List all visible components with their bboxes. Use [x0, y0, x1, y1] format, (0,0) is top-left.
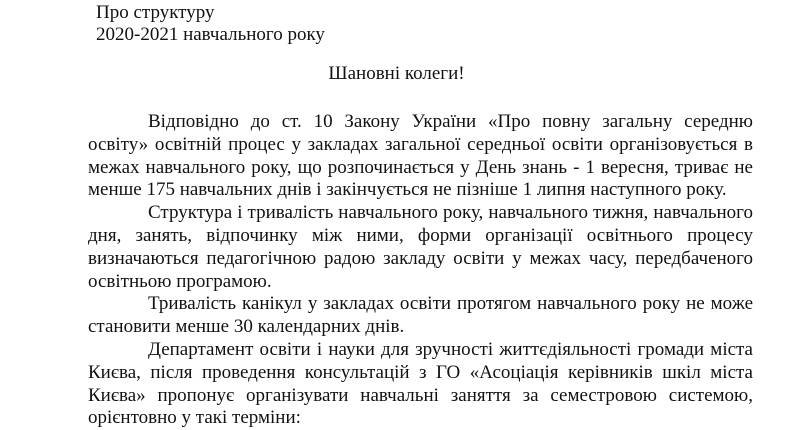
- document-subject: [96, 2, 325, 46]
- paragraph-text: Департамент освіти і науки для зручності життєдіяльності громади міста Києва, після проведення консультацій з ГО «Асоціація керівників шкіл міста Києва» пропонує організувати навчальні заняття за семестровою системою, орієнтовно у такі терміни:: [88, 338, 753, 429]
- paragraph-structure: [88, 202, 753, 293]
- paragraph-holidays: [88, 293, 753, 339]
- paragraph-law-reference: [88, 111, 753, 202]
- subject-line-2: 2020-2021 навчального року: [96, 24, 325, 45]
- document-body: [88, 111, 753, 430]
- paragraph-text: Тривалість канікул у закладах освіти протягом навчального року не може становити менше 30 календарних днів.: [88, 293, 753, 338]
- subject-line-1: Про структуру: [96, 2, 215, 23]
- paragraph-text: Структура і тривалість навчального року, навчального тижня, навчального дня, занять, відпочинку між ними, форми організації освітнього процесу визначаються педагогічною радою закладу освіти у межах часу, передбаченого освітньою програмою.: [88, 202, 753, 292]
- paragraph-department-proposal: [88, 339, 753, 430]
- paragraph-text: Відповідно до ст. 10 Закону України «Про повну загальну середню освіту» освітній процес у закладах загальної середньої освіти організовується в межах навчального року, що розпочинається у День знань - 1 вересня, триває не менше 175 навчальних днів і закінчується не пізніше 1 липня наступного року.: [88, 111, 753, 201]
- salutation: Шановні колеги!: [328, 63, 465, 84]
